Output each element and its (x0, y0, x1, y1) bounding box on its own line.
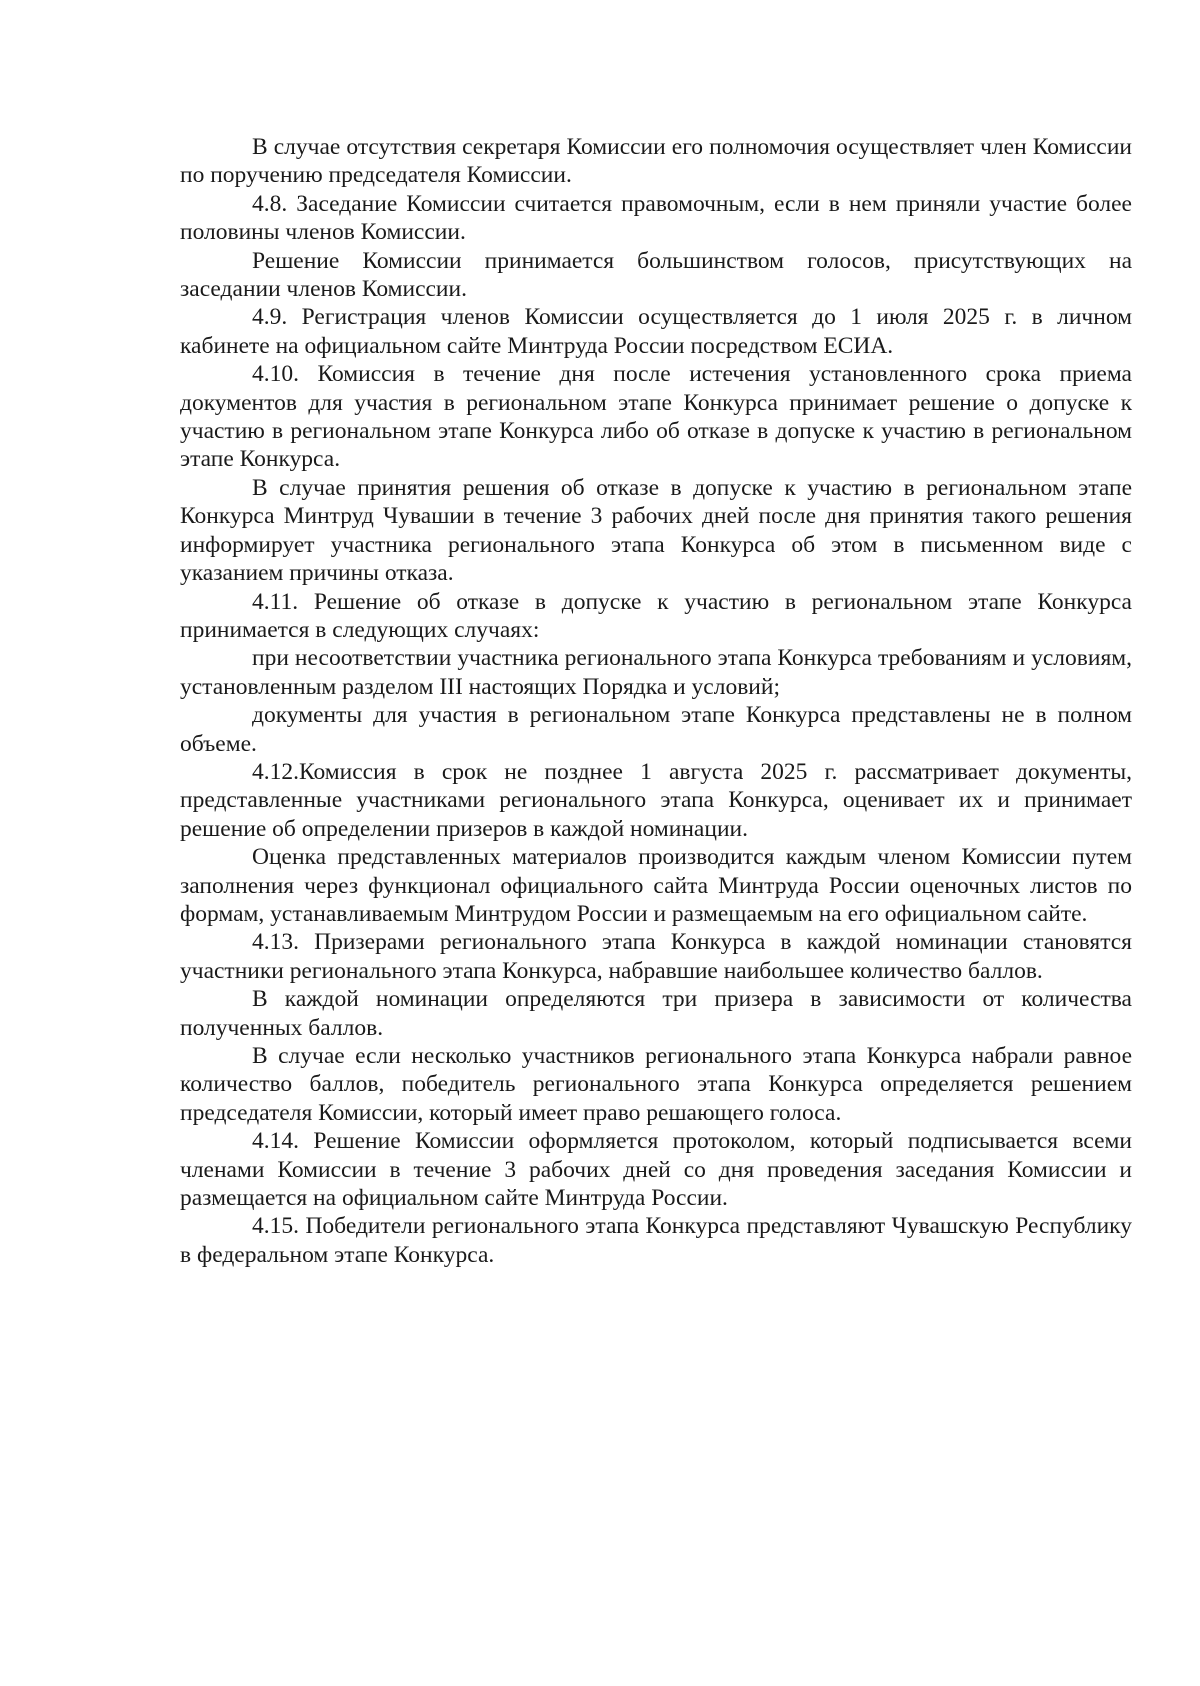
paragraph-4-15-winners: 4.15. Победители регионального этапа Конкурса представляют Чувашскую Республику в федеральном этапе Конкурса. (180, 1213, 1132, 1268)
paragraph-4-8-quorum: 4.8. Заседание Комиссии считается правомочным, если в нем приняли участие более половины членов Комиссии. (180, 190, 1132, 246)
paragraph-4-11-refusal-cases: 4.11. Решение об отказе в допуске к участию в региональном этапе Конкурса принимается в следующих случаях: (180, 588, 1132, 643)
paragraph-refusal-notice: В случае принятия решения об отказе в допуске к участию в региональном этапе Конкурса Минтруд Чувашии в течение 3 рабочих дней после дня принятия такого решения информирует участника регионального этапа Конкурса об этом в письменном виде с указанием причины отказа. (180, 474, 1132, 587)
paragraph-4-9-registration: 4.9. Регистрация членов Комиссии осуществляется до 1 июля 2025 г. в личном кабинете на официальном сайте Минтруда России посредством ЕСИА. (180, 304, 1132, 359)
paragraph-4-10-admission: 4.10. Комиссия в течение дня после истечения установленного срока приема документов для участия в региональном этапе Конкурса принимает решение о допуске к участию в региональном этапе Конкурса либо об отказе в допуске к участию в региональном этапе Конкурса. (180, 361, 1132, 473)
paragraph-incomplete-documents: документы для участия в региональном этапе Конкурса представлены не в полном объеме. (180, 702, 1132, 757)
paragraph-evaluation: Оценка представленных материалов производится каждым членом Комиссии путем заполнения через функционал официального сайта Минтруда России оценочных листов по формам, устанавливаемым Минтрудом России и размещаемым на его официальном сайте. (180, 844, 1132, 927)
paragraph-tie-break: В случае если несколько участников регионального этапа Конкурса набрали равное количество баллов, победитель регионального этапа Конкурса определяется решением председателя Комиссии, который имеет право решающего голоса. (180, 1043, 1132, 1126)
paragraph-4-12-review: 4.12.Комиссия в срок не позднее 1 августа 2025 г. рассматривает документы, представленные участниками регионального этапа Конкурса, оценивает их и принимает решение об определении призеров в каждой номинации. (180, 758, 1132, 842)
paragraph-4-13-prizewinners: 4.13. Призерами регионального этапа Конкурса в каждой номинации становятся участники регионального этапа Конкурса, набравшие наибольшее количество баллов. (180, 929, 1132, 984)
paragraph-secretary-absence: В случае отсутствия секретаря Комиссии его полномочия осуществляет член Комиссии по поручению председателя Комиссии. (180, 134, 1132, 189)
paragraph-three-prizewinners: В каждой номинации определяются три призера в зависимости от количества полученных баллов. (180, 986, 1132, 1041)
paragraph-majority-decision: Решение Комиссии принимается большинством голосов, присутствующих на заседании членов Комиссии. (180, 247, 1132, 303)
paragraph-noncompliance: при несоответствии участника регионального этапа Конкурса требованиям и условиям, установленным разделом III настоящих Порядка и условий; (180, 645, 1132, 700)
paragraph-4-14-protocol: 4.14. Решение Комиссии оформляется протоколом, который подписывается всеми членами Комиссии в течение 3 рабочих дней со дня проведения заседания Комиссии и размещается на официальном сайте Минтруда России. (180, 1128, 1132, 1212)
document-page (180, 133, 1132, 1269)
